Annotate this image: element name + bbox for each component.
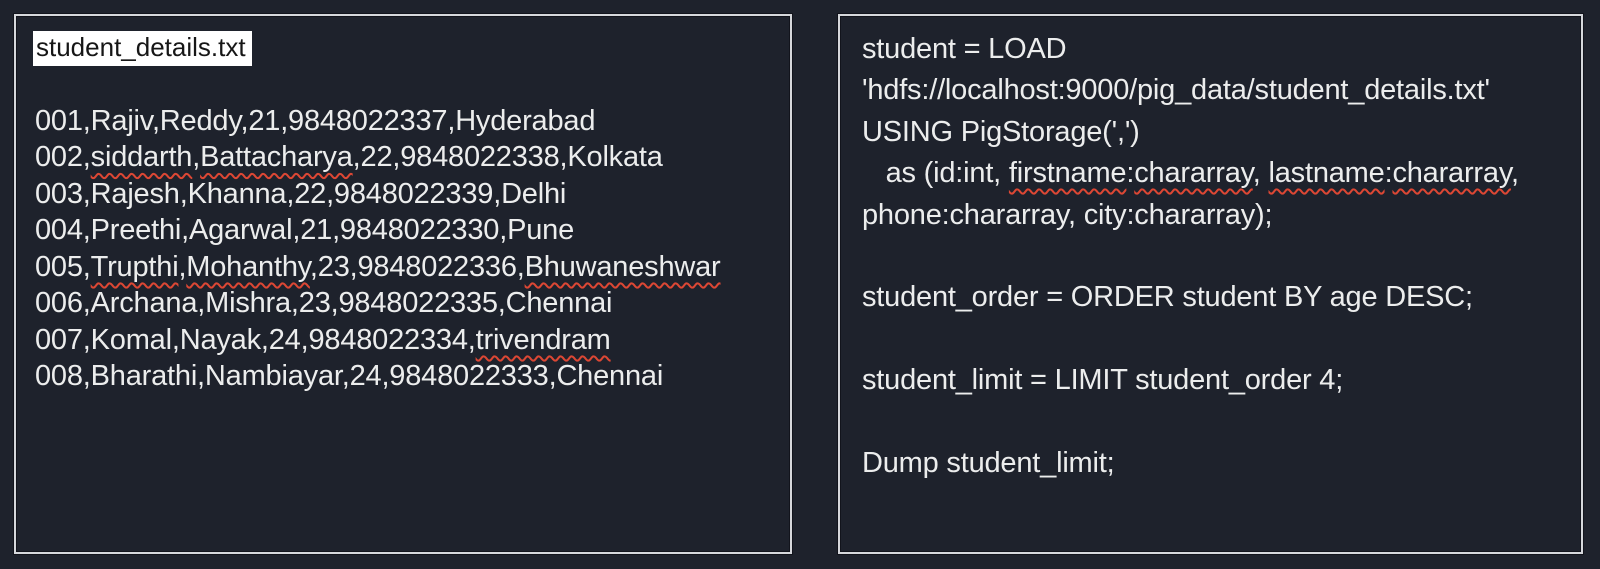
text-segment: , [178, 250, 187, 283]
file-line [35, 322, 771, 359]
misspelled-word: chararray [1134, 157, 1253, 190]
code-line [862, 153, 1559, 194]
code-line [862, 319, 1559, 360]
code-line [862, 236, 1559, 277]
code-line [862, 195, 1559, 236]
text-segment: phone:chararray, city:chararray); [862, 198, 1273, 231]
code-content [862, 29, 1559, 484]
text-segment: : [1384, 157, 1393, 190]
misspelled-word: Battacharya [200, 141, 353, 174]
text-segment: 001,Rajiv,Reddy,21,9848022337,Hyderabad [35, 104, 596, 137]
code-line [862, 29, 1559, 70]
misspelled-word: trivendram [475, 323, 611, 356]
file-line [35, 103, 771, 140]
text-segment: student_limit = LIMIT student_order 4; [862, 364, 1344, 397]
text-segment: 004,Preethi,Agarwal,21,9848022330,Pune [35, 214, 574, 247]
text-segment: : [1126, 157, 1135, 190]
file-title: student_details.txt [33, 31, 252, 66]
code-line [862, 70, 1559, 111]
misspelled-word: chararray [1392, 157, 1511, 190]
file-line [35, 249, 771, 286]
text-segment: 006,Archana,Mishra,23,9848022335,Chennai [35, 287, 613, 320]
misspelled-word: Bhuwaneshwar [524, 250, 721, 283]
code-line [862, 277, 1559, 318]
text-segment: 'hdfs://localhost:9000/pig_data/student_details.txt' [862, 74, 1490, 107]
text-segment: ,22,9848022338,Kolkata [352, 141, 663, 174]
file-panel [14, 14, 792, 554]
code-panel [838, 14, 1583, 554]
file-line [35, 285, 771, 322]
text-segment: ,23,9848022336, [309, 250, 525, 283]
code-line [862, 112, 1559, 153]
misspelled-word: Trupthi [90, 250, 179, 283]
text-segment: , [1510, 157, 1519, 190]
text-segment: student = LOAD [862, 33, 1067, 65]
file-line [35, 176, 771, 213]
misspelled-word: siddarth [90, 141, 193, 174]
text-segment: , [1252, 157, 1269, 190]
file-line [35, 358, 771, 395]
text-segment: 007,Komal,Nayak,24,9848022334, [35, 323, 476, 356]
text-segment: as (id:int, [862, 157, 1009, 190]
misspelled-word: Mohanthy [186, 250, 310, 283]
text-segment: Dump student_limit; [862, 447, 1115, 480]
text-segment: USING PigStorage(',') [862, 115, 1140, 148]
text-segment: 003,Rajesh,Khanna,22,9848022339,Delhi [35, 177, 567, 210]
misspelled-word: firstname [1008, 157, 1127, 190]
file-content [35, 103, 771, 395]
text-segment: , [192, 141, 201, 174]
file-line [35, 139, 771, 176]
text-segment: student_order = ORDER student BY age DESC; [862, 281, 1473, 314]
text-segment: 002, [35, 141, 91, 174]
text-segment: 008,Bharathi,Nambiayar,24,9848022333,Chennai [35, 360, 664, 393]
code-line [862, 402, 1559, 443]
code-line [862, 360, 1559, 401]
text-segment: 005, [35, 250, 91, 283]
file-line [35, 212, 771, 249]
code-line [862, 443, 1559, 484]
misspelled-word: lastname [1268, 157, 1385, 190]
